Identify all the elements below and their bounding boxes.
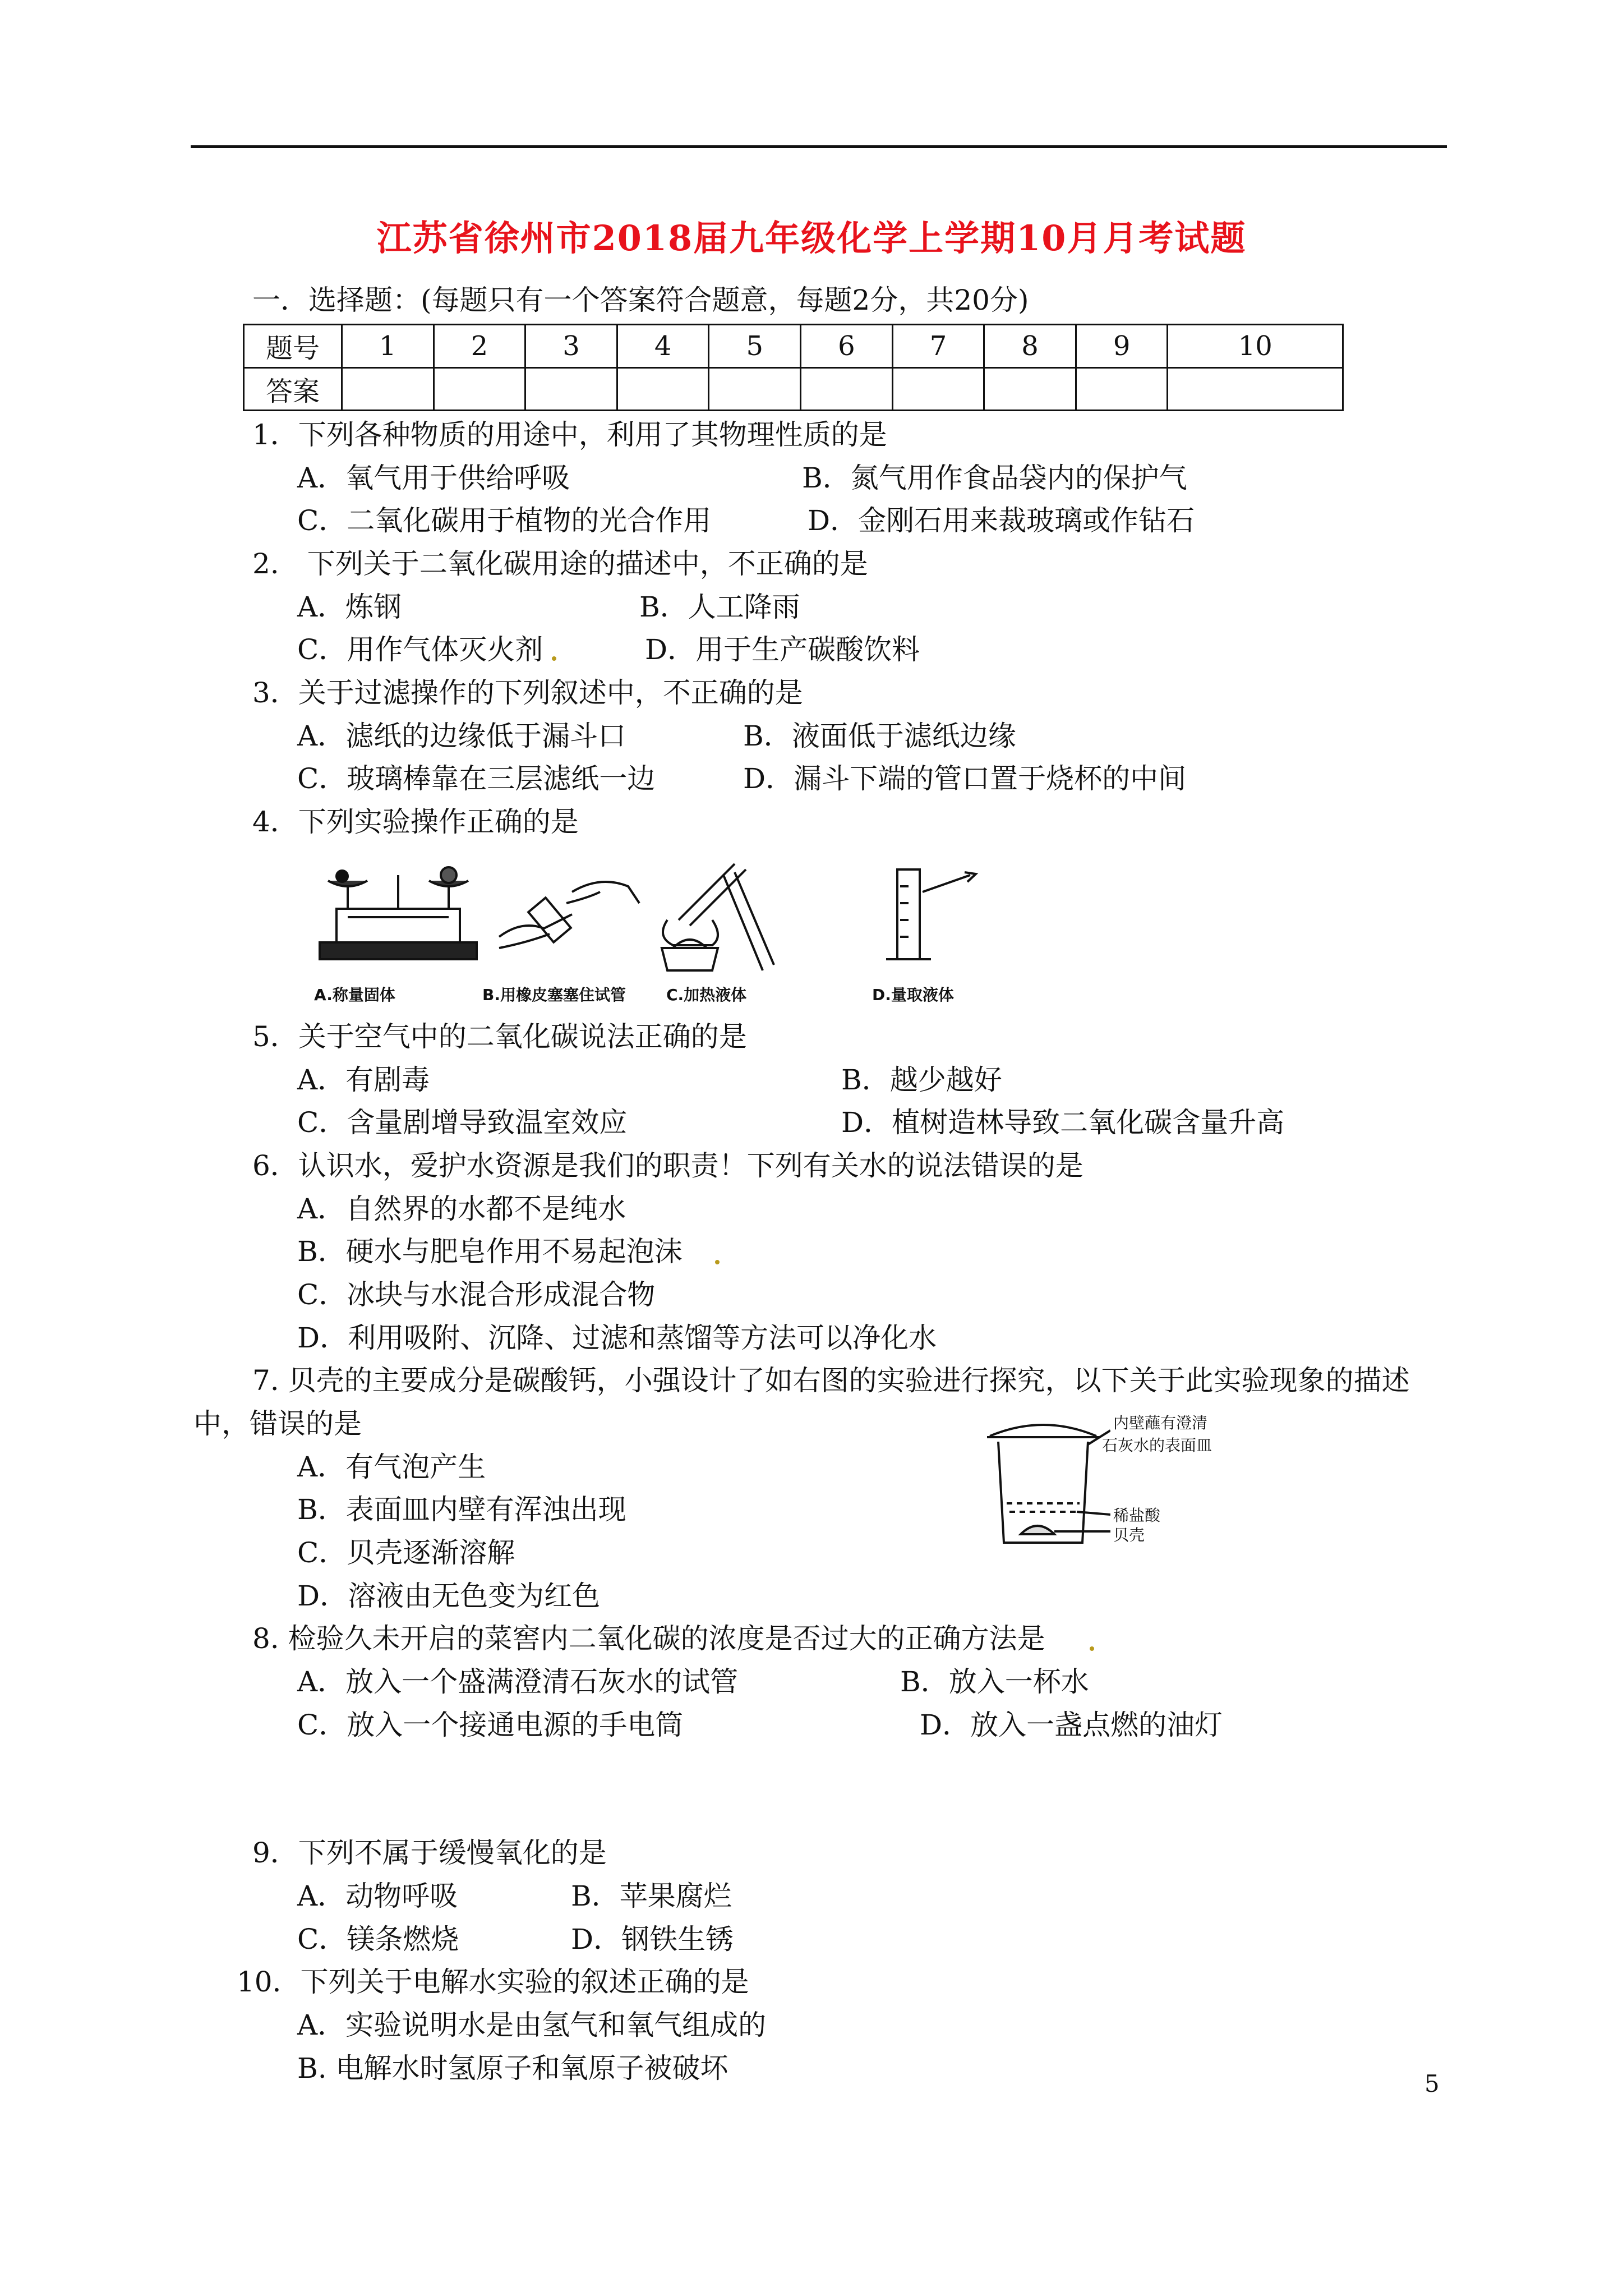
table-cell-number: 2 xyxy=(434,325,525,368)
question-7-option-a: A．有气泡产生 xyxy=(297,1451,486,1483)
scan-speck xyxy=(552,656,556,661)
question-3-option-a: A．滤纸的边缘低于漏斗口 xyxy=(297,720,626,752)
measuring-cylinder-icon xyxy=(886,869,976,959)
question-6-stem: 6．认识水，爱护水资源是我们的职责！下列有关水的说法错误的是 xyxy=(252,1149,1083,1182)
heating-liquid-icon xyxy=(662,864,774,970)
question-7-option-d: D．溶液由无色变为红色 xyxy=(297,1580,601,1612)
answer-blank-cell[interactable] xyxy=(617,367,709,411)
page-number: 5 xyxy=(1424,2070,1440,2097)
question-7-option-b: B．表面皿内壁有浑浊出现 xyxy=(297,1493,626,1526)
question-10-stem: 10．下列关于电解水实验的叙述正确的是 xyxy=(237,1966,749,1998)
figure-label-watch-glass-1: 内壁蘸有澄清 xyxy=(1113,1414,1208,1432)
question-8-option-a: A．放入一个盛满澄清石灰水的试管 xyxy=(297,1665,739,1698)
question-9-option-b: B．苹果腐烂 xyxy=(571,1880,732,1912)
question-8-option-b: B．放入一杯水 xyxy=(900,1665,1089,1698)
question-8-stem: 8. 检验久未开启的菜窖内二氧化碳的浓度是否过大的正确方法是 xyxy=(252,1622,1045,1655)
question-1-stem: 1．下列各种物质的用途中，利用了其物理性质的是 xyxy=(252,418,887,451)
figure-label-watch-glass-2: 石灰水的表面皿 xyxy=(1102,1436,1212,1455)
question-1-option-b: B．氮气用作食品袋内的保护气 xyxy=(802,462,1187,494)
exam-title: 江苏省徐州市2018届九年级化学上学期10月月考试题 xyxy=(376,218,1247,259)
figure-caption-b: B.用橡皮塞塞住试管 xyxy=(482,986,626,1004)
balance-icon xyxy=(320,867,477,959)
question-2-option-b: B．人工降雨 xyxy=(639,591,800,623)
question-8-option-c: C．放入一个接通电源的手电筒 xyxy=(297,1709,684,1741)
question-7-stem-line2: 中，错误的是 xyxy=(193,1407,362,1440)
figure-caption-d: D.量取液体 xyxy=(872,986,954,1004)
section-heading: 一．选择题：(每题只有一个答案符合题意，每题2分，共20分) xyxy=(252,284,1029,316)
question-2-option-c: C．用作气体灭火剂 xyxy=(297,633,543,666)
question-10-option-b: B. 电解水时氢原子和氧原子被破坏 xyxy=(297,2052,728,2085)
figure-caption-a: A.称量固体 xyxy=(314,986,395,1004)
answer-blank-cell[interactable] xyxy=(892,367,984,411)
answer-table-answer-row xyxy=(244,367,1343,411)
figure-caption-c: C.加热液体 xyxy=(666,986,747,1004)
answer-blank-cell[interactable] xyxy=(1168,367,1343,411)
question-9-option-c: C．镁条燃烧 xyxy=(297,1923,459,1955)
answer-blank-cell[interactable] xyxy=(1076,367,1168,411)
question-9-option-d: D．钢铁生锈 xyxy=(571,1923,734,1955)
question-2-stem: 2. 下列关于二氧化碳用途的描述中，不正确的是 xyxy=(252,547,868,580)
header-rule xyxy=(191,145,1447,148)
question-7-option-c: C．贝壳逐渐溶解 xyxy=(297,1536,515,1569)
answer-blank-cell[interactable] xyxy=(801,367,893,411)
answer-blank-cell[interactable] xyxy=(342,367,434,411)
question-1-option-d: D．金刚石用来裁玻璃或作钻石 xyxy=(808,504,1195,537)
question-5-stem: 5．关于空气中的二氧化碳说法正确的是 xyxy=(252,1020,747,1053)
question-6-option-d: D．利用吸附、沉降、过滤和蒸馏等方法可以净化水 xyxy=(297,1322,937,1354)
table-cell-number: 10 xyxy=(1168,325,1343,368)
shell-experiment-figure xyxy=(981,1414,1110,1554)
watch-glass-icon xyxy=(990,1425,1096,1436)
shell-icon xyxy=(1021,1526,1054,1534)
figure-label-shell: 贝壳 xyxy=(1113,1526,1145,1544)
question-10-option-a: A．实验说明水是由氢气和氧气组成的 xyxy=(297,2009,767,2041)
test-tube-stopper-icon xyxy=(499,882,639,948)
question-5-option-a: A．有剧毒 xyxy=(297,1064,430,1096)
question-3-option-c: C．玻璃棒靠在三层滤纸一边 xyxy=(297,762,656,795)
answer-table xyxy=(243,324,1344,411)
answer-table-number-row xyxy=(244,325,1343,368)
answer-blank-cell[interactable] xyxy=(709,367,801,411)
question-5-option-b: B．越少越好 xyxy=(841,1064,1002,1096)
question-3-option-b: B．液面低于滤纸边缘 xyxy=(743,720,1016,752)
table-cell-number: 9 xyxy=(1076,325,1168,368)
question-8-option-d: D．放入一盏点燃的油灯 xyxy=(920,1709,1223,1741)
question-6-option-b: B．硬水与肥皂作用不易起泡沫 xyxy=(297,1235,683,1268)
answer-blank-cell[interactable] xyxy=(525,367,617,411)
question-1-option-c: C．二氧化碳用于植物的光合作用 xyxy=(297,504,712,537)
table-cell-number: 6 xyxy=(801,325,893,368)
question-3-option-d: D．漏斗下端的管口置于烧杯的中间 xyxy=(743,762,1187,795)
question-6-option-c: C．冰块与水混合形成混合物 xyxy=(297,1278,656,1311)
question-1-option-a: A．氧气用于供给呼吸 xyxy=(297,462,570,494)
table-cell-number: 7 xyxy=(892,325,984,368)
scan-speck xyxy=(1090,1646,1094,1651)
question-5-option-c: C．含量剧增导致温室效应 xyxy=(297,1106,628,1139)
table-cell-header: 题号 xyxy=(244,325,342,368)
scan-speck xyxy=(715,1260,720,1264)
question-9-option-a: A．动物呼吸 xyxy=(297,1880,458,1912)
answer-blank-cell[interactable] xyxy=(434,367,525,411)
question-2-option-a: A．炼钢 xyxy=(297,591,402,623)
question-6-option-a: A．自然界的水都不是纯水 xyxy=(297,1193,626,1225)
answer-blank-cell[interactable] xyxy=(984,367,1076,411)
table-cell-number: 4 xyxy=(617,325,709,368)
table-cell-number: 8 xyxy=(984,325,1076,368)
table-cell-number: 3 xyxy=(525,325,617,368)
question-5-option-d: D．植树造林导致二氧化碳含量升高 xyxy=(841,1106,1285,1139)
question-7-stem-line1: 7. 贝壳的主要成分是碳酸钙，小强设计了如右图的实验进行探究，以下关于此实验现象的描述 xyxy=(252,1364,1410,1397)
question-9-stem: 9．下列不属于缓慢氧化的是 xyxy=(252,1837,607,1869)
table-cell-number: 1 xyxy=(342,325,434,368)
table-cell-number: 5 xyxy=(709,325,801,368)
table-cell-header: 答案 xyxy=(244,367,342,411)
question-3-stem: 3．关于过滤操作的下列叙述中，不正确的是 xyxy=(252,677,803,709)
question-4-stem: 4．下列实验操作正确的是 xyxy=(252,806,579,838)
lab-operations-figure xyxy=(308,853,1009,982)
figure-label-hydrochloric-acid: 稀盐酸 xyxy=(1113,1506,1161,1525)
question-2-option-d: D．用于生产碳酸饮料 xyxy=(645,633,920,666)
